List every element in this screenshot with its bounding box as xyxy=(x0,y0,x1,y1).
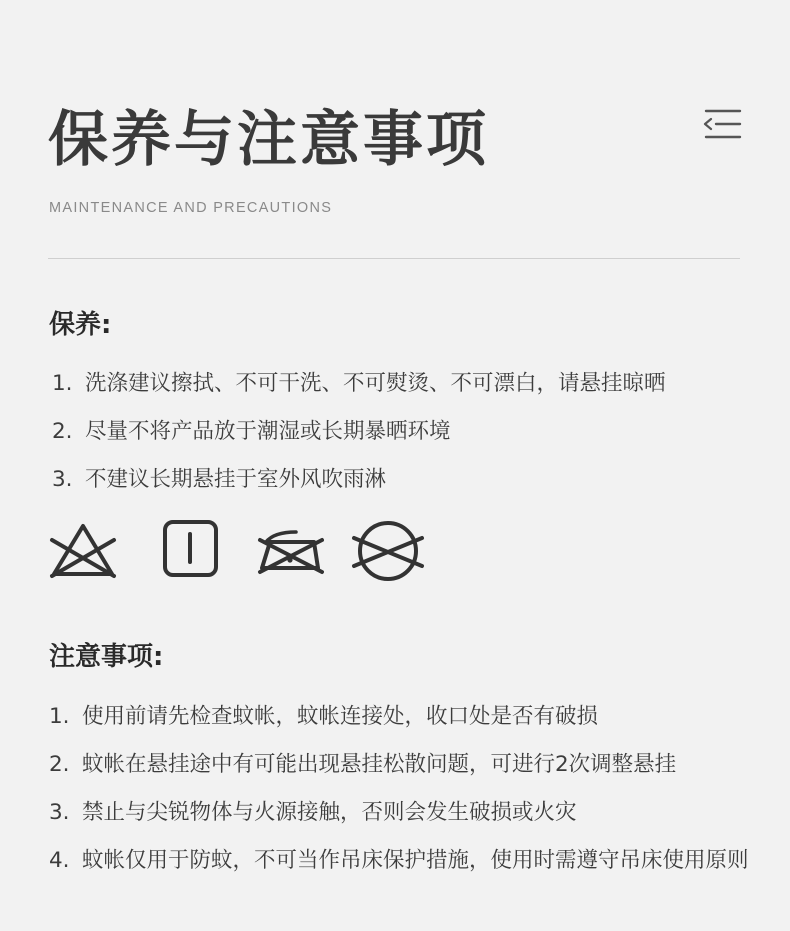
maintenance-list xyxy=(52,365,666,509)
list-item: 2. 蚊帐在悬挂途中有可能出现悬挂松散问题，可进行2次调整悬挂 xyxy=(49,752,677,777)
page-subtitle: MAINTENANCE AND PRECAUTIONS xyxy=(49,200,333,216)
menu-collapse-icon[interactable] xyxy=(702,108,742,142)
list-item: 4. 蚊帐仅用于防蚊，不可当作吊床保护措施，使用时需遵守吊床使用原则 xyxy=(49,848,749,873)
no-wash-icon xyxy=(350,518,426,584)
list-item: 3. 不建议长期悬挂于室外风吹雨淋 xyxy=(52,467,387,492)
no-iron-icon xyxy=(256,518,324,580)
no-dry-clean-icon xyxy=(162,518,220,580)
list-item: 1. 使用前请先检查蚊帐，蚊帐连接处，收口处是否有破损 xyxy=(49,704,599,729)
list-item: 3. 禁止与尖锐物体与火源接触，否则会发生破损或火灾 xyxy=(49,800,577,825)
care-icons xyxy=(48,518,428,584)
header-divider xyxy=(48,258,740,259)
page-title: 保养与注意事项 xyxy=(48,105,489,175)
no-bleach-icon xyxy=(48,518,118,582)
maintenance-heading: 保养: xyxy=(49,310,112,340)
list-item: 1. 洗涤建议擦拭、不可干洗、不可熨烫、不可漂白，请悬挂晾晒 xyxy=(52,371,666,396)
precautions-list xyxy=(49,698,749,885)
list-item: 2. 尽量不将产品放于潮湿或长期暴晒环境 xyxy=(52,419,451,444)
precautions-heading: 注意事项: xyxy=(49,642,164,672)
